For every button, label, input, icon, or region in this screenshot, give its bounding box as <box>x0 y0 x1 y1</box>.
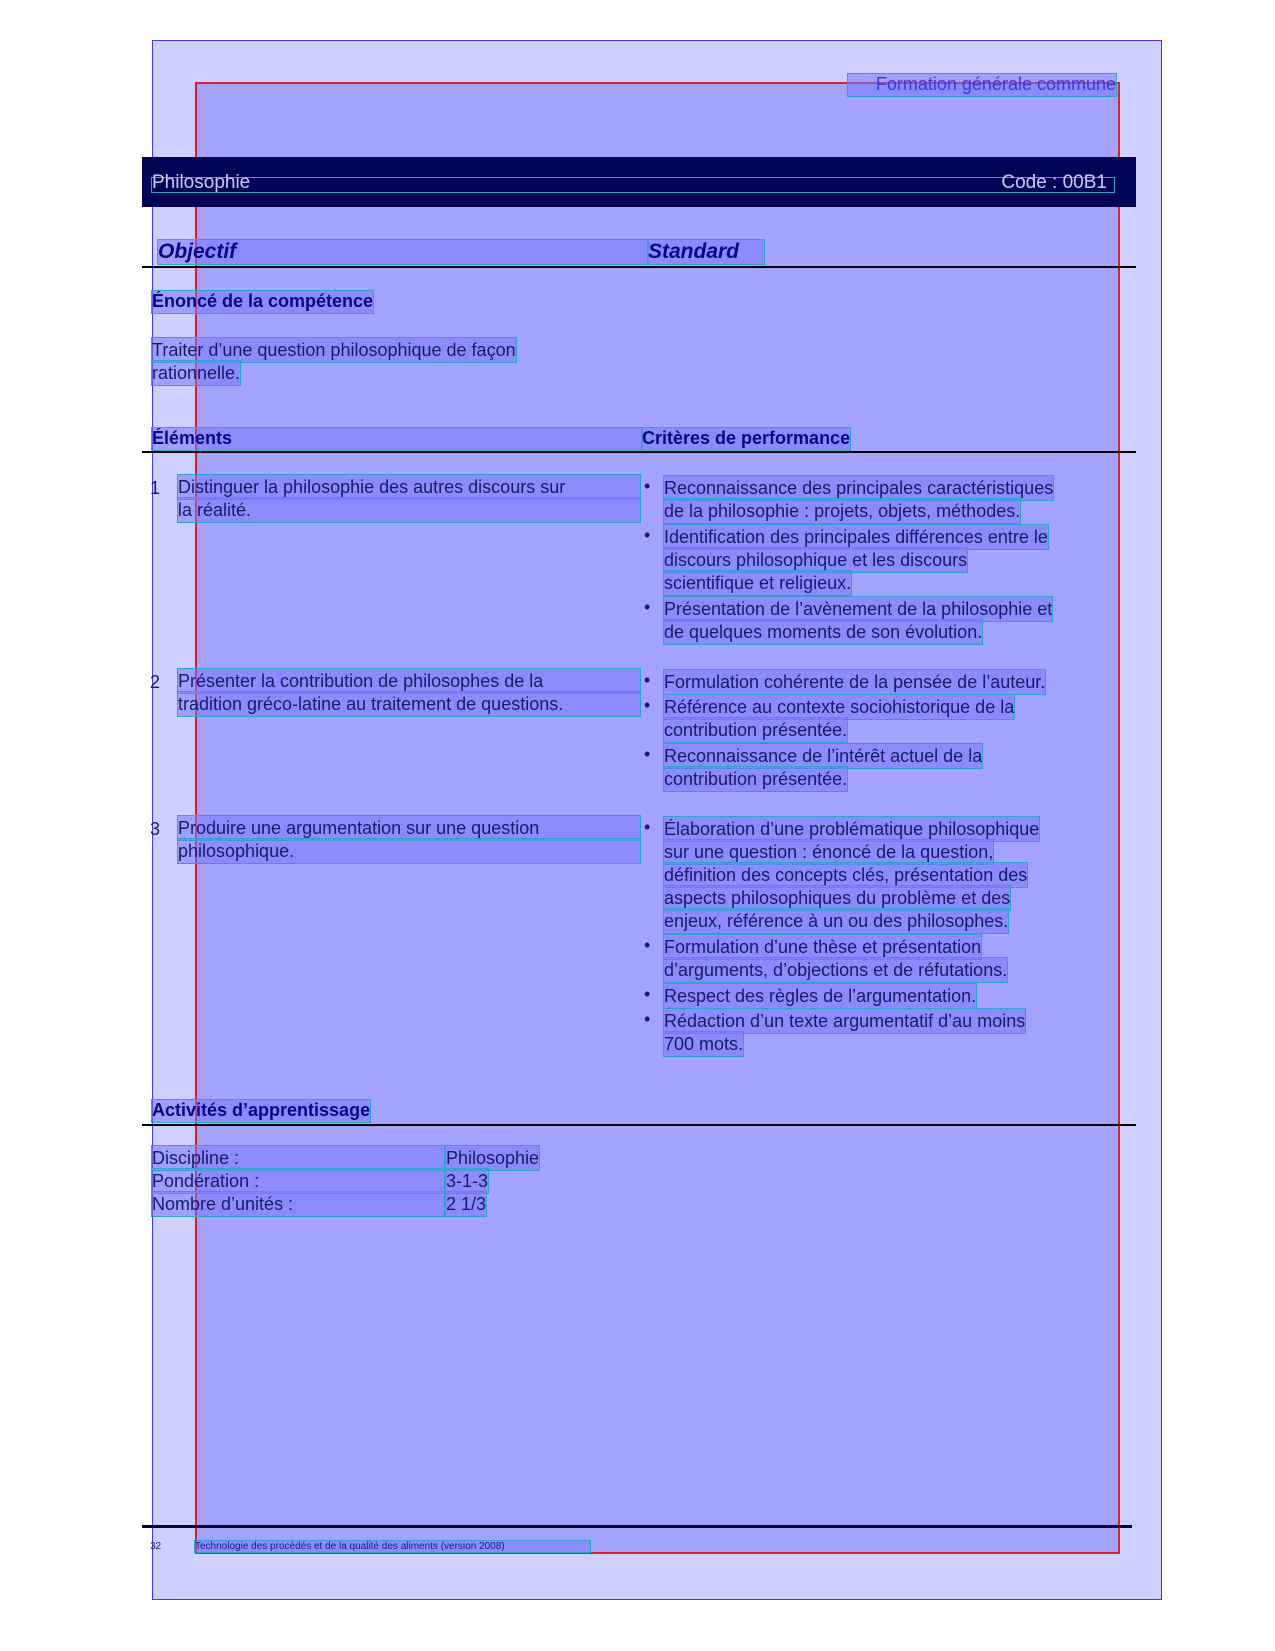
competence-line-2: rationnelle. <box>152 363 241 383</box>
bullet-icon: • <box>644 670 651 690</box>
criterion-3-4-line-1: Rédaction d’un texte argumentatif d’au moins <box>664 1011 1026 1031</box>
bullet-icon: • <box>644 695 651 715</box>
competence-line-1: Traiter d’une question philosophique de façon <box>152 340 516 360</box>
criterion-1-3-line-2: de quelques moments de son évolution. <box>664 622 983 642</box>
footer-title: Technologie des procédés et de la qualité des aliments (version 2008) <box>195 1541 590 1552</box>
criterion-3-1-line-2: sur une question : énoncé de la question, <box>664 842 994 862</box>
bullet-icon: • <box>644 935 651 955</box>
formation-label: Formation générale commune <box>848 74 1116 96</box>
criterion-3-1-line-5: enjeux, référence à un ou des philosophes. <box>664 911 1009 931</box>
unites-label: Nombre d’unités : <box>152 1192 444 1216</box>
criterion-3-1-line-4: aspects philosophiques du problème et des <box>664 888 1011 908</box>
element-2-line-2: tradition gréco-latine au traitement de questions. <box>178 692 640 716</box>
element-1-line-2: la réalité. <box>178 498 640 522</box>
bullet-icon: • <box>644 525 651 545</box>
criterion-3-2-line-2: d’arguments, d’objections et de réfutations. <box>664 960 1008 980</box>
unites-value: 2 1/3 <box>446 1194 487 1214</box>
criterion-1-1-line-2: de la philosophie : projets, objets, méthodes. <box>664 501 1021 521</box>
criterion-2-1-line-1: Formulation cohérente de la pensée de l’auteur. <box>664 672 1046 692</box>
footer-page-number: 32 <box>150 1541 162 1552</box>
element-3-line-2: philosophique. <box>178 839 640 863</box>
criterion-3-3-line-1: Respect des règles de l’argumentation. <box>664 986 977 1006</box>
discipline-value: Philosophie <box>446 1148 540 1168</box>
divider-activites <box>142 1124 1136 1126</box>
element-3-line-1: Produire une argumentation sur une question <box>178 816 640 840</box>
bullet-icon: • <box>644 817 651 837</box>
criterion-2-2-line-2: contribution présentée. <box>664 720 848 740</box>
criterion-1-3-line-1: Présentation de l’avènement de la philosophie et <box>664 599 1053 619</box>
criterion-2-2-line-1: Référence au contexte sociohistorique de la <box>664 697 1015 717</box>
criterion-3-1-line-1: Élaboration d’une problématique philosophique <box>664 819 1040 839</box>
bullet-icon: • <box>644 476 651 496</box>
discipline-label: Discipline : <box>152 1146 444 1170</box>
title-bar-frame <box>152 178 1114 192</box>
course-code: Code : 00B1 <box>1001 172 1107 193</box>
criterion-1-1-line-1: Reconnaissance des principales caractéristiques <box>664 478 1054 498</box>
criteres-heading: Critères de performance <box>642 428 851 448</box>
bullet-icon: • <box>644 744 651 764</box>
criterion-1-2-line-1: Identification des principales différences entre le <box>664 527 1048 547</box>
footer-rule <box>142 1525 1132 1528</box>
objectif-heading: Objectif <box>158 240 648 264</box>
bullet-icon: • <box>644 597 651 617</box>
element-1-number: 1 <box>150 478 161 498</box>
elements-heading: Éléments <box>152 428 642 450</box>
bullet-icon: • <box>644 1009 651 1029</box>
ponderation-value: 3-1-3 <box>446 1171 489 1191</box>
element-2-line-1: Présenter la contribution de philosophes de la <box>178 669 640 693</box>
criterion-1-2-line-3: scientifique et religieux. <box>664 573 852 593</box>
element-1-line-1: Distinguer la philosophie des autres discours sur <box>178 475 640 499</box>
activites-heading: Activités d’apprentissage <box>152 1100 371 1120</box>
element-3-number: 3 <box>150 819 161 839</box>
bullet-icon: • <box>644 984 651 1004</box>
criterion-2-3-line-2: contribution présentée. <box>664 769 848 789</box>
competence-heading: Énoncé de la compétence <box>152 291 374 311</box>
criterion-3-2-line-1: Formulation d’une thèse et présentation <box>664 937 982 957</box>
element-2-number: 2 <box>150 672 161 692</box>
divider-elements <box>142 451 1136 453</box>
standard-heading: Standard <box>648 240 764 264</box>
discipline-title: Philosophie <box>152 172 251 193</box>
criterion-2-3-line-1: Reconnaissance de l’intérêt actuel de la <box>664 746 983 766</box>
criterion-3-1-line-3: définition des concepts clés, présentation des <box>664 865 1028 885</box>
divider-columns <box>142 266 1136 268</box>
criterion-3-4-line-2: 700 mots. <box>664 1034 744 1054</box>
ponderation-label: Pondération : <box>152 1169 444 1193</box>
criterion-1-2-line-2: discours philosophique et les discours <box>664 550 968 570</box>
